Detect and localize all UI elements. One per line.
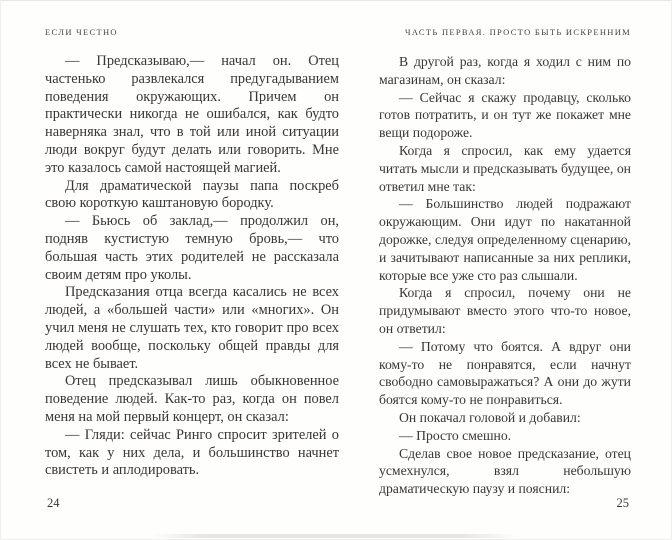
right-page <box>379 27 631 498</box>
left-page <box>45 27 339 480</box>
paragraph: В другой раз, когда я ходил с ним по магазинам, он сказал: <box>379 54 631 87</box>
left-page-number: 24 <box>47 496 60 510</box>
paragraph: Когда я спросил, как ему удается читать мысли и предсказывать будущее, он ответил мне так: <box>379 142 631 194</box>
right-page-text <box>379 53 631 498</box>
page-bottom-edge-shadow <box>151 534 516 538</box>
left-page-text <box>45 53 339 480</box>
paragraph: Предсказания отца всегда касались не всех людей, а «большей части» или «многих». Он учил меня не слушать тех, кто говорит про всех людей вообще, поскольку общей правды для всех не бывает. <box>45 284 339 372</box>
left-running-head: ЕСЛИ ЧЕСТНО <box>45 27 118 37</box>
right-running-head: ЧАСТЬ ПЕРВАЯ. ПРОСТО БЫТЬ ИСКРЕННИМ <box>405 27 631 37</box>
paragraph: Он покачал головой и добавил: <box>399 409 581 425</box>
paragraph: Когда я спросил, почему они не придумывают вместо этого что-то новое, он ответил: <box>379 285 631 336</box>
paragraph: — Бьюсь об заклад,— продолжил он, подняв кустистую темную бровь,— что большая часть этих родителей не рассказала своим детям про уколы. <box>45 213 339 283</box>
paragraph: Отец предсказывал лишь обыкновенное поведение людей. Как-то раз, когда он повел меня на мой первый концерт, он сказал: <box>45 373 339 425</box>
paragraph: — Просто смешно. <box>399 427 512 443</box>
right-page-number: 25 <box>616 496 629 510</box>
paragraph: — Сейчас я скажу продавцу, сколько готов потратить, и он тут же покажет мне вещи подороже. <box>379 89 631 141</box>
paragraph: — Гляди: сейчас Ринго спросит зрителей о том, как у них дела, и большинство начнет свистеть и аплодировать. <box>45 426 339 479</box>
paragraph: — Большинство людей подражают окружающим. Они идут по накатанной дорожке, следуя определенному сценарию, и зачитывают написанные за них реплики, которые все уже сто раз слышали. <box>379 196 631 283</box>
paragraph: Сделав свое новое предсказание, отец усмехнулся, взял небольшую драматическую паузу и пояснил: <box>379 445 631 497</box>
paragraph: — Предсказываю,— начал он. Отец частенько развлекался предугадыванием поведения окружающих. Причем он практически никогда не ошибался, как будто наверняка знал, что в той или иной ситуации люди вокруг будут делать или говорить. Мне это казалось самой настоящей магией. <box>45 53 339 176</box>
paragraph: Для драматической паузы папа поскреб свою короткую каштановую бородку. <box>45 177 339 212</box>
paragraph: — Потому что боятся. А вдруг они кому-то не понравятся, если начнут свободно самовыражаться? А они до жути боятся кому-то не понравиться. <box>379 338 631 408</box>
